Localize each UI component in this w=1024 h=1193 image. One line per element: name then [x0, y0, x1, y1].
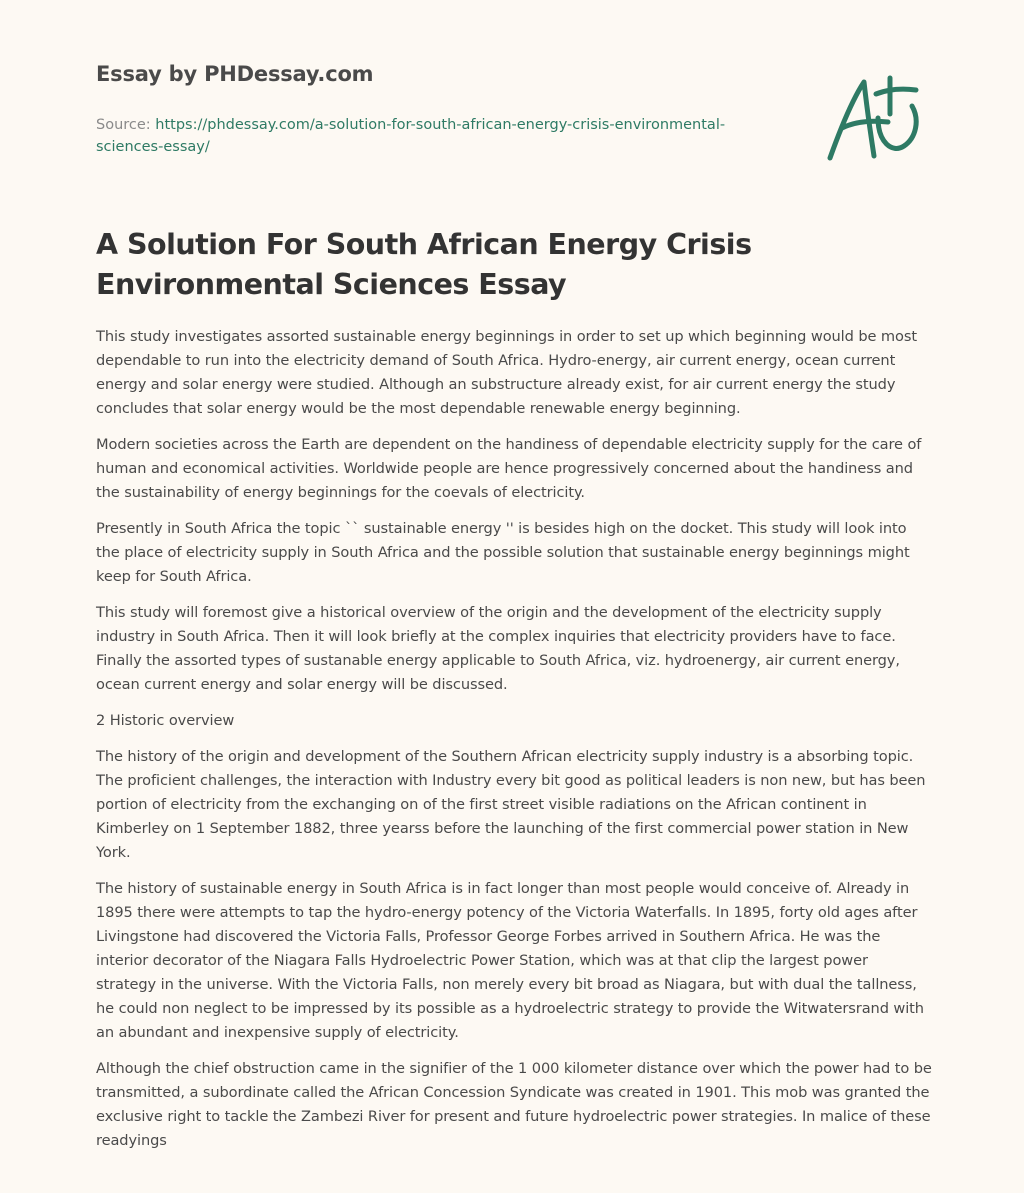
source-label: Source: — [96, 117, 156, 133]
essay-body — [96, 325, 932, 1165]
a-plus-logo-icon — [820, 70, 930, 165]
section-heading: 2 Historic overview — [96, 712, 235, 729]
source-line — [96, 114, 776, 158]
site-title: Essay by PHDessay.com — [96, 62, 374, 86]
paragraph: Presently in South Africa the topic `` sustainable energy '' is besides high on the docket. This study will look into the place of electricity supply in South Africa and the possible solution that sustainable energy beginnings might keep for South Africa. — [96, 520, 910, 585]
page-header — [96, 62, 776, 158]
document-title: A Solution For South African Energy Crisis Environmental Sciences Essay — [96, 228, 752, 301]
paragraph: Although the chief obstruction came in the signifier of the 1 000 kilometer distance over which the power had to be transmitted, a subordinate called the African Concession Syndicate was created in 1901. This mob was granted the exclusive right to tackle the Zambezi River for present and future hydroelectric power strategies. In malice of these readyings — [96, 1060, 932, 1149]
source-link[interactable]: https://phdessay.com/a-solution-for-south-african-energy-crisis-environmental-sciences-essay/ — [96, 117, 726, 155]
paragraph: Modern societies across the Earth are dependent on the handiness of dependable electricity supply for the care of human and economical activities. Worldwide people are hence progressively concerned about the handiness and the sustainability of energy beginnings for the coevals of electricity. — [96, 436, 922, 501]
paragraph: This study investigates assorted sustainable energy beginnings in order to set up which beginning would be most dependable to run into the electricity demand of South Africa. Hydro-energy, air current energy, ocean current energy and solar energy were studied. Although an substructure already exist, for air current energy the study concludes that solar energy would be the most dependable renewable energy beginning. — [96, 328, 917, 417]
paragraph: The history of the origin and development of the Southern African electricity supply industry is a absorbing topic. The proficient challenges, the interaction with Industry every bit good as political leaders is non new, but has been portion of electricity from the exchanging on of the first street visible radiations on the African continent in Kimberley on 1 September 1882, three yearss before the launching of the first commercial power station in New York. — [96, 748, 926, 861]
paragraph: This study will foremost give a historical overview of the origin and the development of the electricity supply industry in South Africa. Then it will look briefly at the complex inquiries that electricity providers have to face. Finally the assorted types of sustanable energy applicable to South Africa, viz. hydroenergy, air current energy, ocean current energy and solar energy will be discussed. — [96, 604, 900, 693]
paragraph: The history of sustainable energy in South Africa is in fact longer than most people would conceive of. Already in 1895 there were attempts to tap the hydro-energy potency of the Victoria Waterfalls. In 1895, forty old ages after Livingstone had discovered the Victoria Falls, Professor George Forbes arrived in Southern Africa. He was the interior decorator of the Niagara Falls Hydroelectric Power Station, which was at that clip the largest power strategy in the universe. With the Victoria Falls, non merely every bit broad as Niagara, but with dual the tallness, he could non neglect to be impressed by its possible as a hydroelectric strategy to provide the Witwatersrand with an abundant and inexpensive supply of electricity. — [96, 880, 924, 1041]
